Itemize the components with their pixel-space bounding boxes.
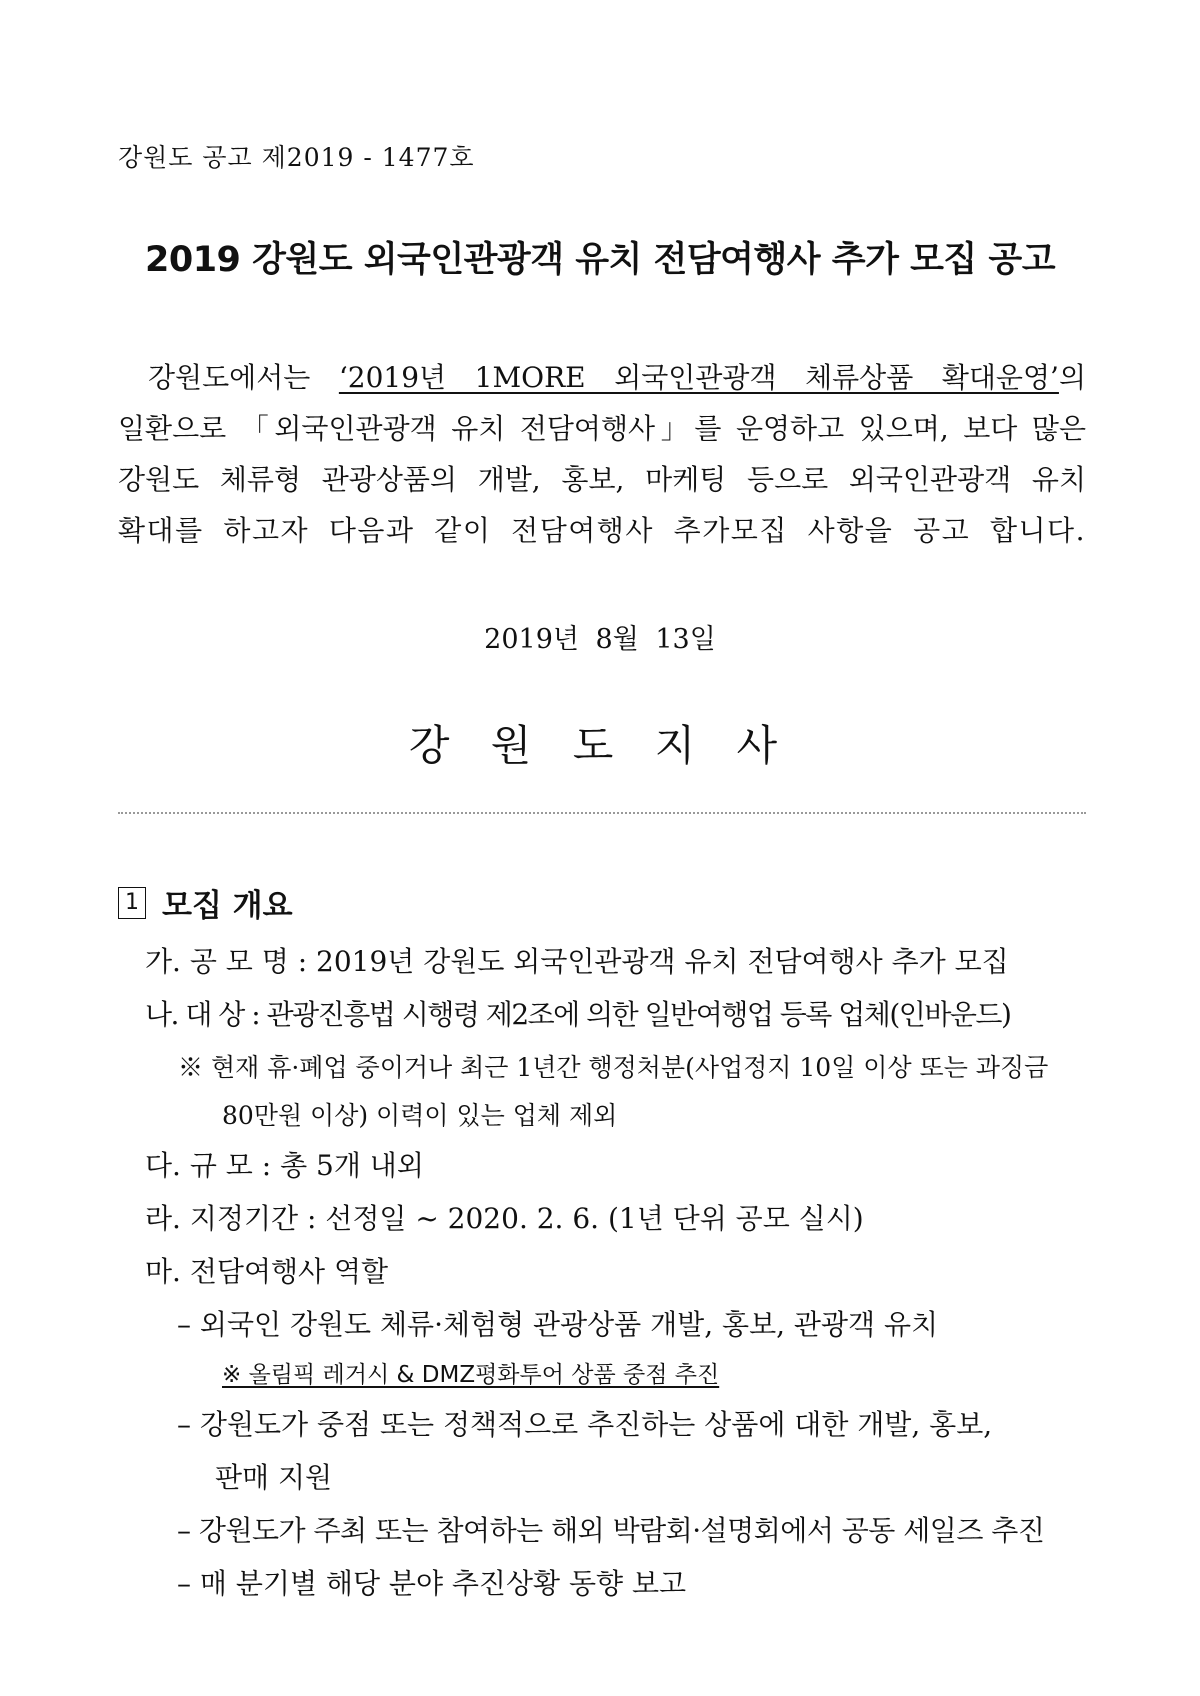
role-bullet-2: – 강원도가 중점 또는 정책적으로 추진하는 상품에 대한 개발, 홍보, xyxy=(177,1408,993,1441)
item-scale: 다. 규 모 : 총 5개 내외 xyxy=(145,1149,424,1182)
intro-line-2: 일환으로 「외국인관광객 유치 전담여행사」를 운영하고 있으며, 보다 많은 xyxy=(118,412,1086,445)
role-bullet-3: – 강원도가 주최 또는 참여하는 해외 박람회·설명회에서 공동 세일즈 추진 xyxy=(177,1514,1045,1547)
intro-line-1-end: 의 xyxy=(1058,361,1086,394)
program-name: ‘2019년 1MORE 외국인관광객 체류상품 확대운영’ xyxy=(338,361,1059,394)
item-target-note-2: 80만원 이상) 이력이 있는 업체 제외 xyxy=(222,1101,618,1130)
intro-line-4: 확대를 하고자 다음과 같이 전담여행사 추가모집 사항을 공고 합니다. xyxy=(118,514,1086,547)
item-period: 라. 지정기간 : 선정일 ~ 2020. 2. 6. (1년 단위 공모 실시) xyxy=(145,1202,864,1235)
signer-governor: 강 원 도 지 사 xyxy=(408,721,792,770)
notice-reference-number: 강원도 공고 제2019 - 1477호 xyxy=(118,143,475,172)
intro-paragraph xyxy=(118,352,1086,556)
role-bullet-2-cont: 판매 지원 xyxy=(215,1461,333,1494)
document-title: 2019 강원도 외국인관광객 유치 전담여행사 추가 모집 공고 xyxy=(144,240,1056,280)
intro-line-3: 강원도 체류형 관광상품의 개발, 홍보, 마케팅 등으로 외국인관광객 유치 xyxy=(118,463,1086,496)
role-bullet-1-note: ※ 올림픽 레거시 & DMZ평화투어 상품 중점 추진 xyxy=(222,1362,720,1388)
notice-date: 2019년 8월 13일 xyxy=(484,624,716,655)
intro-line-1 xyxy=(118,352,1086,403)
item-target: 나. 대 상 : 관광진흥법 시행령 제2조에 의한 일반여행업 등록 업체(인바운드) xyxy=(145,998,1011,1031)
section-number-box: 1 xyxy=(118,887,146,919)
intro-line-1-start: 강원도에서는 xyxy=(148,361,339,394)
section-heading-overview xyxy=(118,880,293,925)
role-bullet-1: – 외국인 강원도 체류·체험형 관광상품 개발, 홍보, 관광객 유치 xyxy=(177,1308,939,1341)
item-role-heading: 마. 전담여행사 역할 xyxy=(145,1255,389,1288)
item-contest-name: 가. 공 모 명 : 2019년 강원도 외국인관광객 유치 전담여행사 추가 모집 xyxy=(145,945,1009,978)
item-target-note-1: ※ 현재 휴·폐업 중이거나 최근 1년간 행정처분(사업정지 10일 이상 또는 과징금 xyxy=(178,1053,1049,1082)
dotted-divider xyxy=(118,812,1086,814)
role-bullet-4: – 매 분기별 해당 분야 추진상황 동향 보고 xyxy=(177,1567,687,1600)
section-title: 모집 개요 xyxy=(162,888,293,924)
